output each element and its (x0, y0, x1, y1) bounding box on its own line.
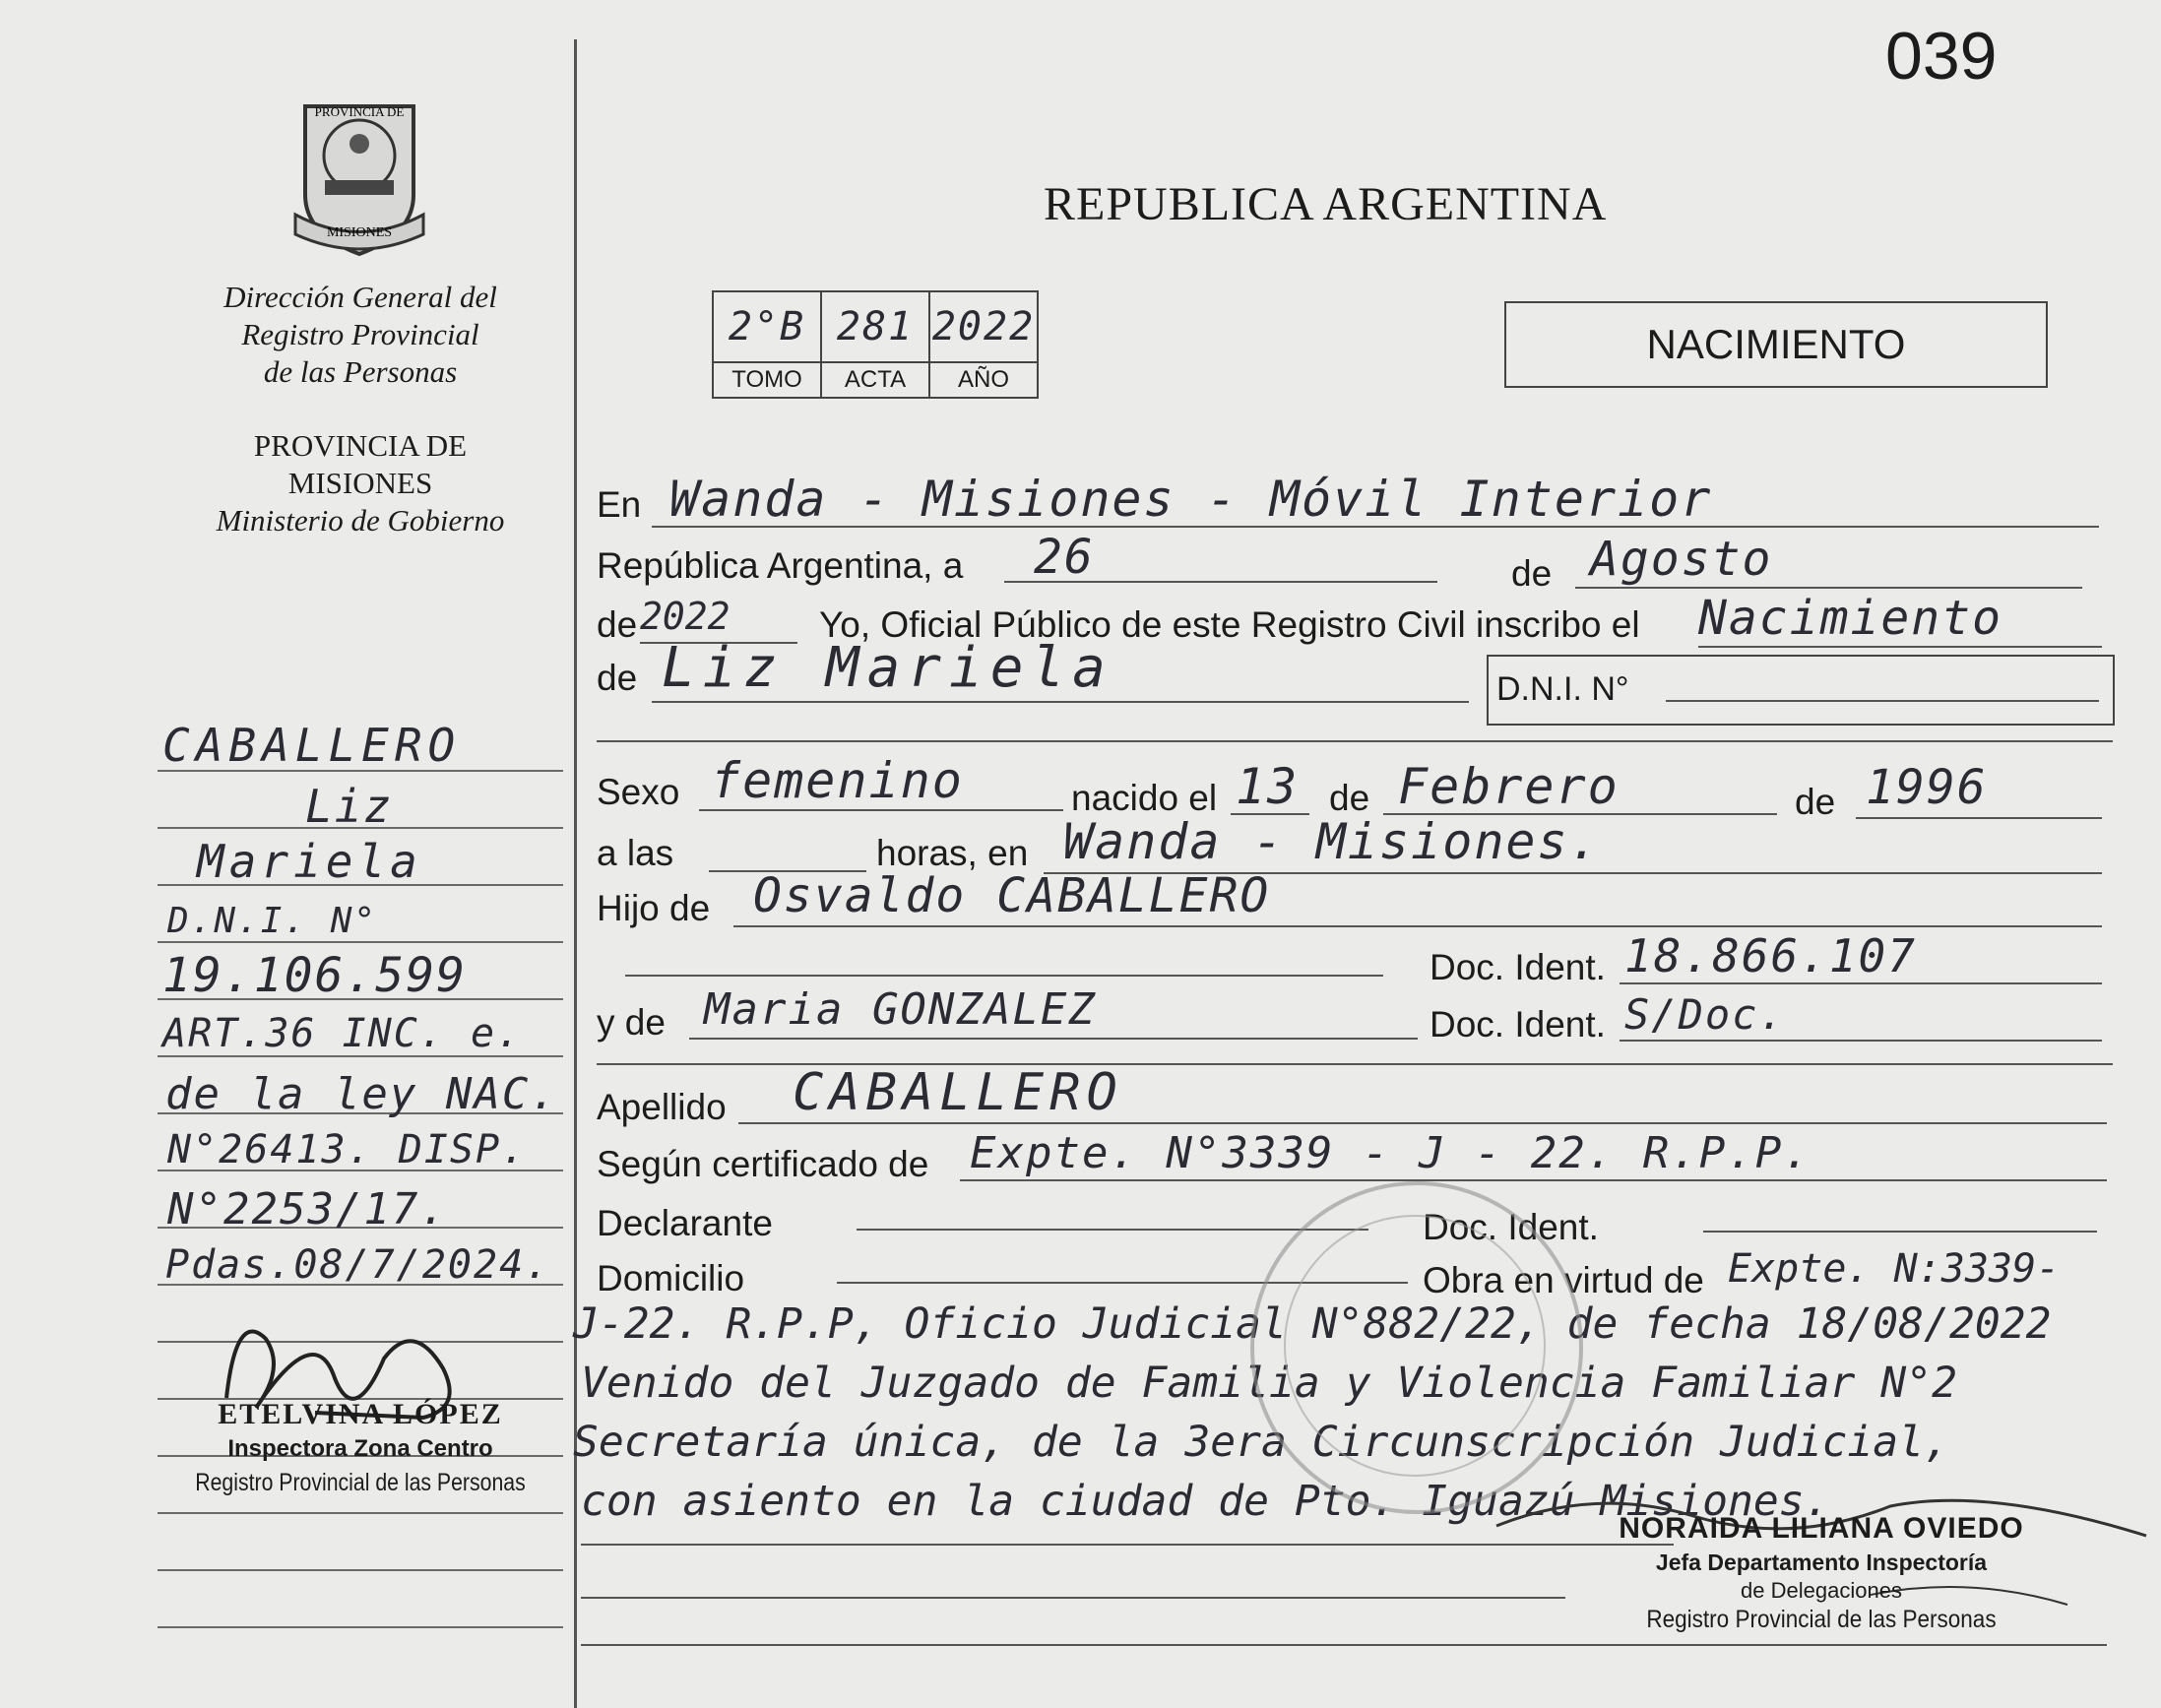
birth-month-value: Febrero (1398, 758, 1620, 815)
birth-day-value: 13 (1236, 758, 1300, 815)
place-underline (652, 526, 2099, 528)
agency-block (158, 279, 563, 391)
en-label: En (597, 484, 642, 525)
margin-rule (158, 1569, 563, 1571)
birth-year-value: 1996 (1866, 760, 1988, 815)
anio-label: AÑO (929, 362, 1038, 398)
father-underline (733, 925, 2102, 927)
sexo-label: Sexo (597, 772, 680, 812)
margin-annotation-line: Pdas.08/7/2024. (165, 1242, 551, 1288)
de-year-label: de (597, 604, 638, 645)
declarante-doc-label: Doc. Ident. (1423, 1207, 1599, 1247)
margin-annotation-line: CABALLERO (162, 719, 462, 772)
margin-annotation-line: 19.106.599 (162, 948, 467, 1003)
de-birth-year-label: de (1795, 782, 1836, 822)
document-type-box (1504, 301, 2048, 388)
year-value: 2022 (640, 595, 731, 638)
right-signature-block (1556, 1512, 2087, 1634)
domicilio-label: Domicilio (597, 1258, 745, 1298)
province-seal (286, 87, 433, 259)
page-number: 039 (1885, 19, 1998, 94)
certificate-underline (960, 1179, 2107, 1181)
official-stamp (1250, 1181, 1583, 1514)
mother-doc-label: Doc. Ident. (1430, 1004, 1606, 1044)
dni-label: D.N.I. N° (1496, 670, 1629, 708)
father-extra-underline (625, 975, 1383, 977)
left-signer-org: Registro Provincial de las Personas (195, 1469, 526, 1496)
tomo-value: 2°B (728, 304, 806, 349)
father-doc-underline (1620, 982, 2102, 984)
declarante-underline (857, 1229, 1368, 1231)
sex-underline (699, 809, 1063, 811)
margin-annotation-line: Liz (305, 780, 394, 833)
section-separator (597, 740, 2113, 742)
de-birth-month-label: de (1329, 778, 1370, 818)
mother-value: Maria GONZALEZ (704, 984, 1097, 1035)
note-line: con asiento en la ciudad de Pto. Iguazú Misiones. (581, 1477, 1830, 1526)
notes-underline (581, 1597, 1565, 1599)
dni-box (1487, 655, 2115, 726)
anio-value: 2022 (931, 304, 1036, 349)
sex-value: femenino (711, 752, 964, 809)
margin-annotation-line: ART.36 INC. e. (162, 1011, 523, 1056)
agency-line3: de las Personas (263, 354, 458, 389)
y-de-label: y de (597, 1002, 666, 1043)
surname-underline (738, 1122, 2107, 1124)
obra-value: Expte. N:3339- (1728, 1246, 2061, 1292)
father-value: Osvaldo CABALLERO (753, 868, 1271, 923)
seal-bottom-text: MISIONES (326, 225, 393, 240)
note-line: Secretaría única, de la 3era Circunscripción Judicial, (573, 1418, 1949, 1467)
father-doc-value: 18.866.107 (1624, 929, 1917, 982)
born-label: nacido el (1071, 778, 1218, 818)
right-signer-sub: de Delegaciones (1741, 1578, 1902, 1603)
certificado-label: Según certificado de (597, 1144, 929, 1184)
margin-annotation-line: N°2253/17. (167, 1184, 448, 1234)
margin-rule (158, 941, 563, 943)
margin-annotation-line: N°26413. DISP. (167, 1127, 528, 1172)
right-signer-org: Registro Provincial de las Personas (1646, 1606, 1997, 1633)
tomo-acta-anio-table (712, 290, 1039, 399)
document-type: NACIMIENTO (1646, 321, 1906, 367)
birth-place-value: Wanda - Misiones. (1063, 813, 1601, 870)
day-underline (1004, 581, 1437, 583)
event-value: Nacimiento (1698, 591, 2002, 646)
dni-underline (1666, 700, 2099, 702)
agency-line1: Dirección General del (223, 280, 497, 314)
a-las-label: a las (597, 833, 674, 873)
province-block (158, 427, 563, 539)
name-underline (652, 701, 1469, 703)
month-underline (1575, 587, 2082, 589)
agency-line2: Registro Provincial (241, 317, 479, 351)
tomo-label: TOMO (713, 362, 821, 398)
birth-year-underline (1856, 817, 2102, 819)
declarante-doc-underline (1703, 1231, 2097, 1233)
province-line1: PROVINCIA DE (253, 428, 468, 463)
left-signature-block (158, 1398, 563, 1497)
officer-text: Yo, Oficial Público de este Registro Civil inscribo el (819, 604, 1640, 645)
republic-label: República Argentina, a (597, 545, 964, 586)
margin-annotation-line: Mariela (197, 835, 422, 888)
notes-underline (581, 1644, 2107, 1646)
hijo-label: Hijo de (597, 888, 711, 928)
declarante-label: Declarante (597, 1203, 773, 1243)
note-line: J-22. R.P.P, Oficio Judicial N°882/22, de fecha 18/08/2022 (573, 1299, 2052, 1349)
ministry: Ministerio de Gobierno (216, 503, 505, 538)
mother-underline (689, 1038, 1418, 1040)
right-signer-name: NORAIDA LILIANA OVIEDO (1619, 1512, 2024, 1545)
left-signer-name: ETELVINA LÓPEZ (218, 1398, 503, 1430)
margin-annotation-line: de la ley NAC. (165, 1069, 558, 1119)
certificate-value: Expte. N°3339 - J - 22. R.P.P. (970, 1128, 1811, 1178)
province-line2: MISIONES (287, 466, 433, 500)
seal-top-text: PROVINCIA DE (314, 104, 405, 119)
acta-value: 281 (836, 304, 915, 349)
mother-doc-value: S/Doc. (1624, 990, 1786, 1039)
country-title: REPUBLICA ARGENTINA (1044, 178, 1608, 230)
margin-rule (158, 1512, 563, 1514)
note-line: Venido del Juzgado de Familia y Violencia Familiar N°2 (581, 1359, 1957, 1408)
de-month-label: de (1511, 553, 1553, 594)
de-name-label: de (597, 658, 638, 698)
left-signer-role: Inspectora Zona Centro (227, 1435, 493, 1462)
margin-annotation-line: D.N.I. N° (167, 901, 378, 941)
right-signer-role: Jefa Departamento Inspectoría (1655, 1550, 1988, 1575)
month-value: Agosto (1590, 532, 1773, 587)
horas-label: horas, en (876, 833, 1029, 873)
margin-rule (158, 1626, 563, 1628)
place-value: Wanda - Misiones - Móvil Interior (669, 471, 1713, 528)
surname-value: CABALLERO (793, 1063, 1123, 1122)
notes-underline (581, 1544, 1674, 1546)
acta-label: ACTA (821, 362, 929, 398)
obra-label: Obra en virtud de (1423, 1260, 1704, 1300)
event-underline (1698, 646, 2102, 648)
given-names-value: Liz Mariela (662, 636, 1113, 700)
mother-doc-underline (1620, 1040, 2102, 1042)
father-doc-label: Doc. Ident. (1430, 947, 1606, 987)
apellido-label: Apellido (597, 1087, 727, 1127)
day-value: 26 (1034, 530, 1095, 585)
